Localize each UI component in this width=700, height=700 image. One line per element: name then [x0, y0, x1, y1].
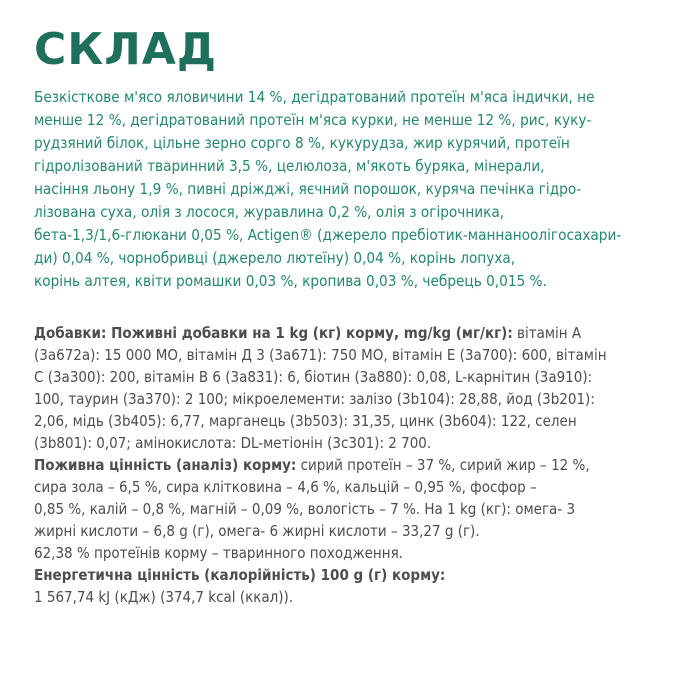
ingredients-line: ди) 0,04 %, чорнобривці (джерело лютеїну) 0,04 %, корінь лопуха, [34, 249, 516, 267]
ingredients-paragraph [34, 86, 674, 293]
ingredients-line: бета-1,3/1,6-глюкани 0,05 %, Actigen® (джерело пребіотик-маннаноолігосахари- [34, 226, 622, 244]
energy-value: 1 567,74 kJ (кДж) (374,7 kcal (ккал)). [34, 588, 294, 606]
ingredients-line: корінь алтея, квіти ромашки 0,03 %, кропива 0,03 %, чебрець 0,015 %. [34, 272, 547, 290]
nutrition-line: 0,85 %, калій – 0,8 %, магній – 0,09 %, вологість – 7 %. На 1 kg (кг): омега- 3 [34, 500, 576, 518]
nutrition-text: сирий протеїн – 37 %, сирий жир – 12 %, [296, 456, 590, 474]
additives-line: 100, таурин (3a370): 2 100; мікроелементи: залізо (3b104): 28,88, йод (3b201): [34, 390, 595, 408]
ingredients-line: Безкісткове м'ясо яловичини 14 %, дегідратований протеїн м'яса індички, не [34, 88, 595, 106]
nutrition-line: сира зола – 6,5 %, сира клітковина – 4,6 %, кальцій – 0,95 %, фосфор – [34, 478, 537, 496]
additives-line: С (3a300): 200, вітамін В 6 (3a831): 6, біотин (3a880): 0,08, L-карнітин (3a910): [34, 368, 593, 386]
additives-line: (3a672a): 15 000 МО, вітамін Д 3 (3a671): 750 МО, вітамін Е (3a700): 600, вітамін [34, 346, 607, 364]
additives-line [34, 322, 674, 344]
additives-heading: Добавки: Поживні добавки на 1 kg (кг) корму, mg/kg (мг/кг): [34, 324, 513, 342]
nutrition-line: жирні кислоти – 6,8 g (г), омега- 6 жирні кислоти – 33,27 g (г). [34, 522, 480, 540]
additives-text: вітамін А [512, 324, 582, 342]
ingredients-line: менше 12 %, дегідратований протеїн м'яса курки, не менше 12 %, рис, куку- [34, 111, 592, 129]
additives-line: (3b801): 0,07; амінокислота: DL-метіонін (3c301): 2 700. [34, 434, 432, 452]
nutrition-line: 62,38 % протеїнів корму – тваринного походження. [34, 544, 403, 562]
additives-line: 2,06, мідь (3b405): 6,77, марганець (3b503): 31,35, цинк (3b604): 122, селен [34, 412, 577, 430]
ingredients-line: рудзяний білок, цільне зерно сорго 8 %, кукурудза, жир курячий, протеїн [34, 134, 570, 152]
ingredients-line: лізована суха, олія з лосося, журавлина 0,2 %, олія з огірочника, [34, 203, 505, 221]
ingredients-line: насіння льону 1,9 %, пивні дріжджі, яєчний порошок, куряча печінка гідро- [34, 180, 582, 198]
nutrition-heading: Поживна цінність (аналіз) корму: [34, 456, 297, 474]
nutrition-details [34, 322, 674, 608]
page-title: СКЛАД [34, 24, 218, 75]
nutrition-line [34, 454, 674, 476]
ingredients-line: гідролізований тваринний 3,5 %, целюлоза, м'якоть буряка, мінерали, [34, 157, 545, 175]
energy-heading: Енергетична цінність (калорійність) 100 g (г) корму: [34, 566, 446, 584]
